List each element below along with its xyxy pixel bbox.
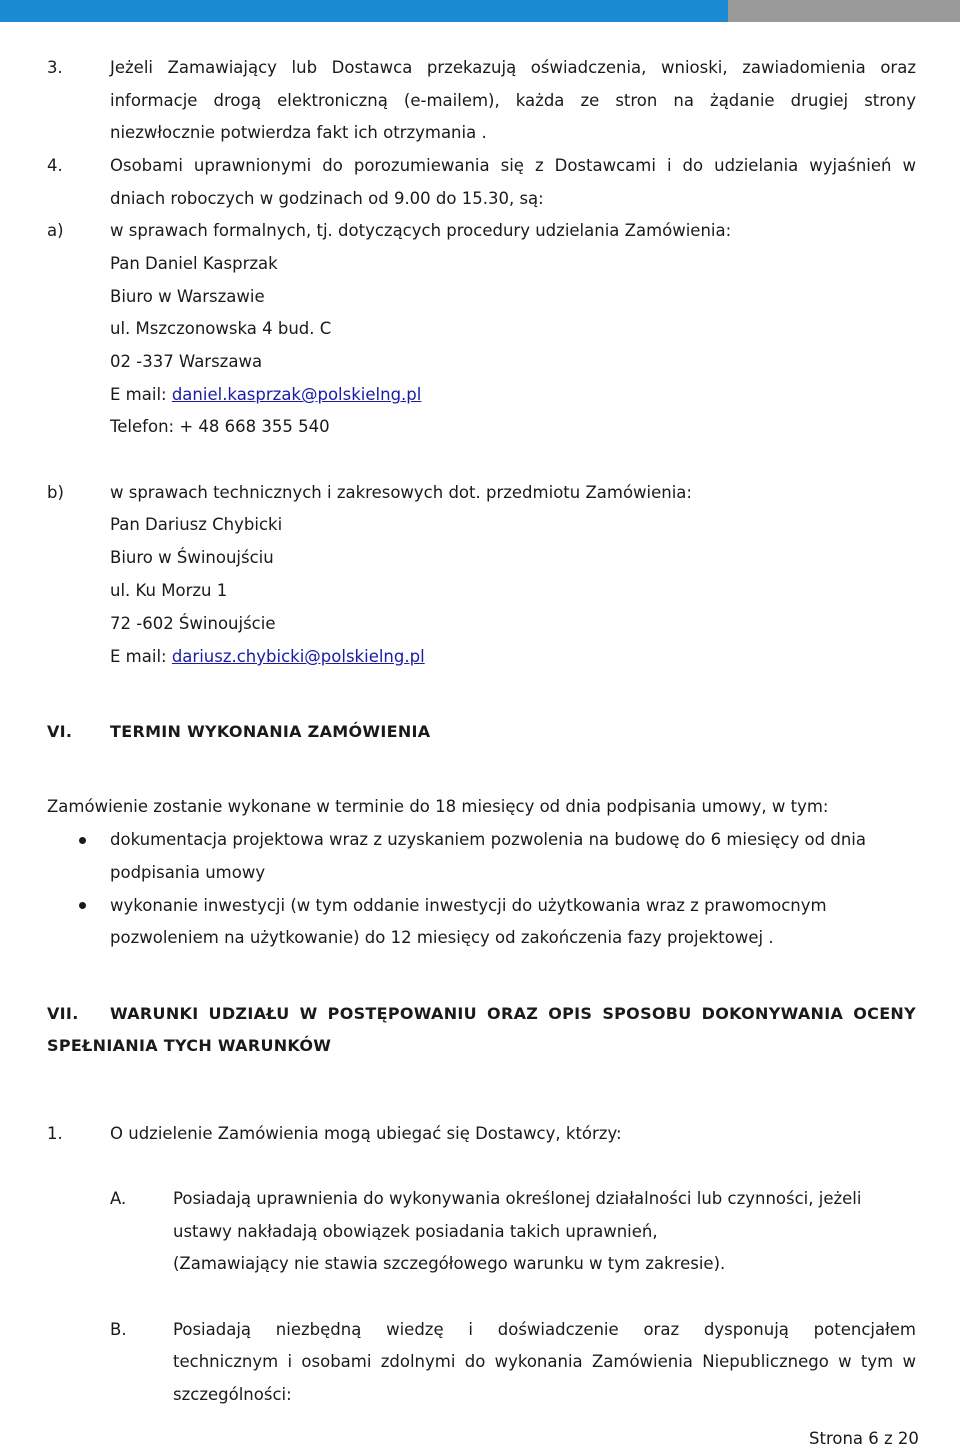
contact-a-email-row	[110, 384, 421, 406]
bullet-icon	[79, 902, 86, 909]
contact-b-name: Pan Dariusz Chybicki	[110, 515, 283, 534]
sub-a-line-3: (Zamawiający nie stawia szczegółowego warunku w tym zakresie).	[173, 1254, 726, 1273]
sub-b-marker: B.	[110, 1320, 127, 1339]
header-bar-blue	[0, 0, 728, 22]
bullet-icon	[79, 837, 86, 844]
section-vi-bullet-1-line-1: dokumentacja projektowa wraz z uzyskaniem pozwolenia na budowę do 6 miesięcy od dnia	[110, 830, 866, 849]
item-3-line-1: Jeżeli Zamawiający lub Dostawca przekazują oświadczenia, wnioski, zawiadomienia oraz	[110, 58, 916, 77]
item-4-line-2: dniach roboczych w godzinach od 9.00 do 15.30, są:	[110, 189, 544, 208]
contact-a-name: Pan Daniel Kasprzak	[110, 254, 278, 273]
section-vi-bullet-2-line-1: wykonanie inwestycji (w tym oddanie inwestycji do użytkowania wraz z prawomocnym	[110, 896, 827, 915]
sub-b-line-2: technicznym i osobami zdolnymi do wykonania Zamówienia Niepublicznego w tym w	[173, 1352, 916, 1371]
header-bar	[0, 0, 960, 22]
contact-a-marker: a)	[47, 221, 64, 240]
section-vi-bullet-1-line-2: podpisania umowy	[110, 863, 266, 882]
section-vii-item-1-number: 1.	[47, 1124, 63, 1143]
sub-a-marker: A.	[110, 1189, 127, 1208]
page-number: Strona 6 z 20	[809, 1429, 919, 1448]
section-vi-intro: Zamówienie zostanie wykonane w terminie do 18 miesięcy od dnia podpisania umowy, w tym:	[47, 797, 829, 816]
contact-b-marker: b)	[47, 483, 64, 502]
item-4-line-1: Osobami uprawnionymi do porozumiewania się z Dostawcami i do udzielania wyjaśnień w	[110, 156, 916, 175]
contact-a-email-link[interactable]: daniel.kasprzak@polskielng.pl	[171, 385, 422, 404]
section-vi-bullet-2-line-2: pozwoleniem na użytkowanie) do 12 miesięcy od zakończenia fazy projektowej .	[110, 928, 774, 947]
item-4-number: 4.	[47, 156, 63, 175]
contact-a-street: ul. Mszczonowska 4 bud. C	[110, 319, 332, 338]
sub-b-line-1: Posiadają niezbędną wiedzę i doświadczenie oraz dysponują potencjałem	[173, 1320, 916, 1339]
contact-a-title: w sprawach formalnych, tj. dotyczących procedury udzielania Zamówienia:	[110, 221, 732, 240]
section-vi-number: VI.	[47, 722, 73, 741]
header-bar-gray	[728, 0, 960, 22]
sub-b-line-3: szczególności:	[173, 1385, 292, 1404]
contact-a-postal: 02 -337 Warszawa	[110, 352, 263, 371]
section-vii-item-1-text: O udzielenie Zamówienia mogą ubiegać się Dostawcy, którzy:	[110, 1124, 622, 1143]
item-3-number: 3.	[47, 58, 63, 77]
contact-a-office: Biuro w Warszawie	[110, 287, 265, 306]
contact-b-email-link[interactable]: dariusz.chybicki@polskielng.pl	[171, 647, 425, 666]
contact-b-email-label: E mail:	[110, 647, 172, 666]
sub-a-line-1: Posiadają uprawnienia do wykonywania określonej działalności lub czynności, jeżeli	[173, 1189, 862, 1208]
sub-a-line-2: ustawy nakładają obowiązek posiadania takich uprawnień,	[173, 1222, 658, 1241]
item-3-line-3: niezwłocznie potwierdza fakt ich otrzymania .	[110, 123, 487, 142]
contact-b-email-row	[110, 646, 425, 668]
contact-b-street: ul. Ku Morzu 1	[110, 581, 228, 600]
contact-b-title: w sprawach technicznych i zakresowych dot. przedmiotu Zamówienia:	[110, 483, 692, 502]
contact-a-phone: Telefon: + 48 668 355 540	[110, 417, 330, 436]
section-vi-title: TERMIN WYKONANIA ZAMÓWIENIA	[110, 722, 431, 741]
section-vii-title-line-2: SPEŁNIANIA TYCH WARUNKÓW	[47, 1036, 332, 1055]
contact-b-postal: 72 -602 Świnoujście	[110, 614, 276, 633]
item-3-line-2: informacje drogą elektroniczną (e-mailem), każda ze stron na żądanie drugiej strony	[110, 91, 916, 110]
contact-a-email-label: E mail:	[110, 385, 172, 404]
contact-b-office: Biuro w Świnoujściu	[110, 548, 274, 567]
section-vii-number: VII.	[47, 1004, 79, 1023]
section-vii-title-line-1: WARUNKI UDZIAŁU W POSTĘPOWANIU ORAZ OPIS SPOSOBU DOKONYWANIA OCENY	[110, 1004, 916, 1023]
